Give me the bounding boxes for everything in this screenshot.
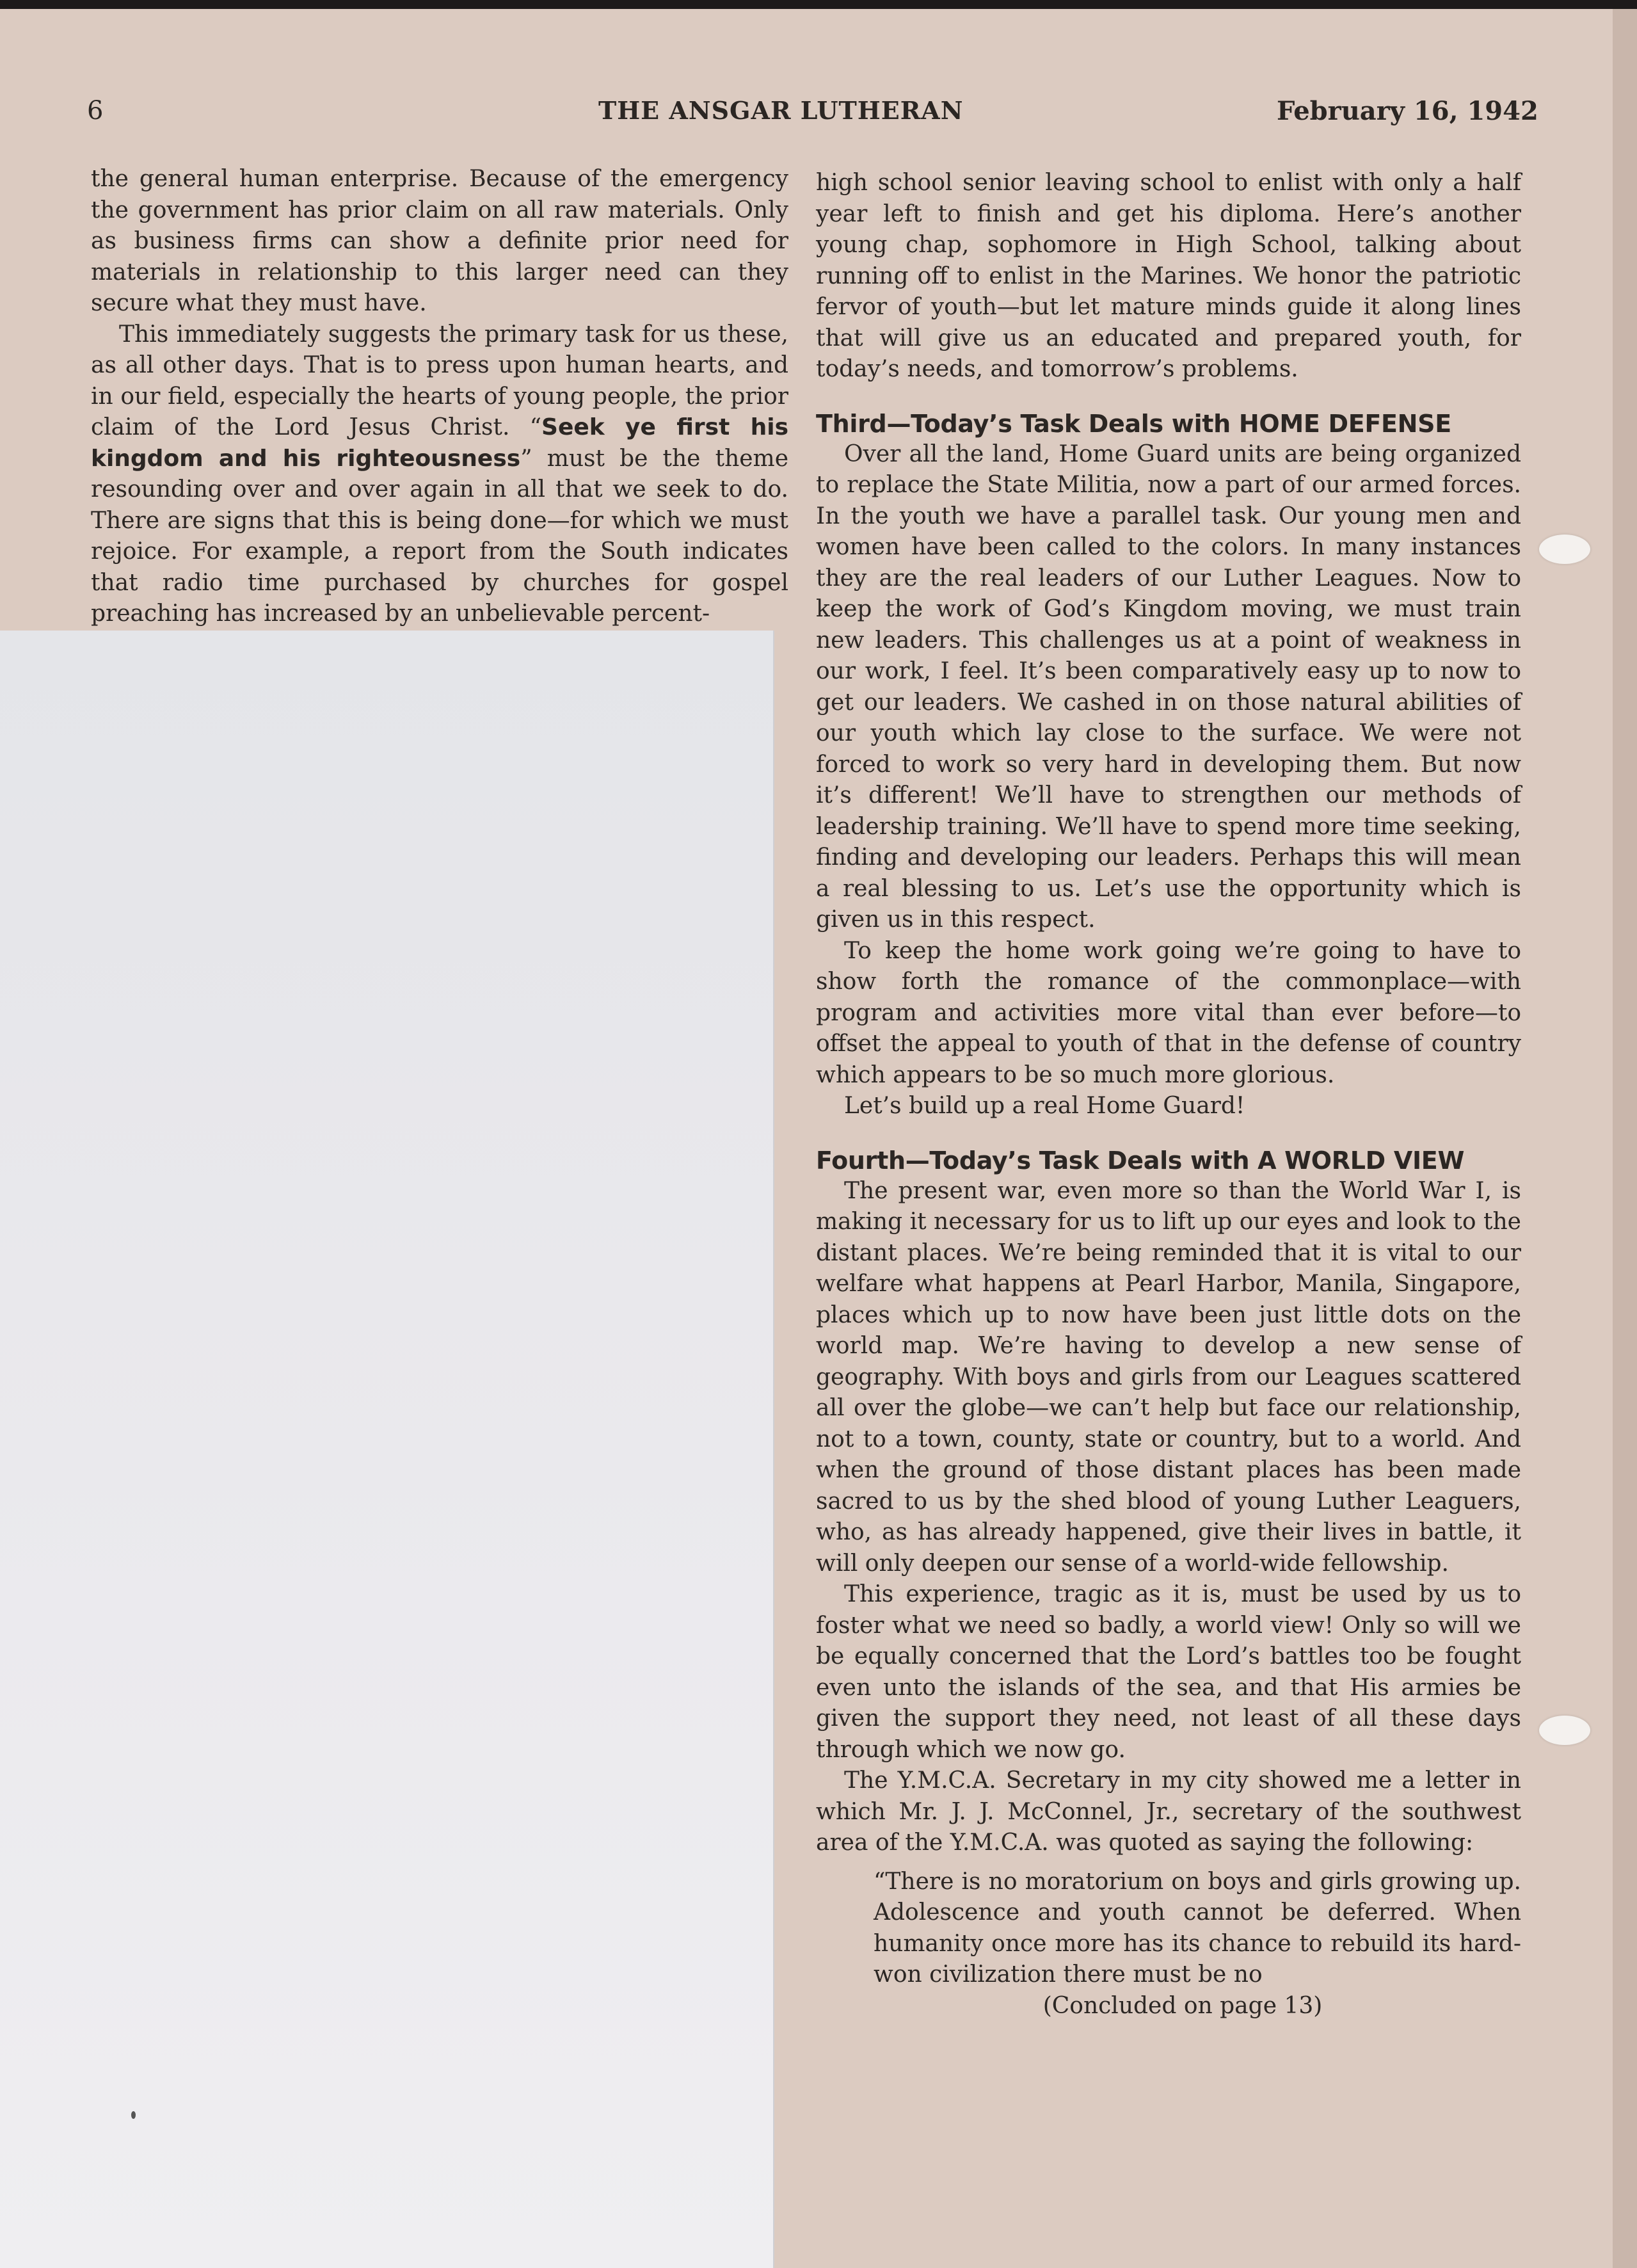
fourth-paragraph-2: This experience, tragic as it is, must be used by us to foster what we need so badly, a world view! Only so will we be equally concerned that the Lord’s battles too be fought even unto the islands of the sea, and that His armies be given the support they need, not least of all these days through which we now go. <box>816 1581 1521 1763</box>
binding-hole-top <box>1539 535 1590 564</box>
section-heading-fourth: Fourth—Today’s Task Deals with A WORLD VIEW <box>816 1146 1465 1175</box>
third-paragraph-2: To keep the home work going we’re going to have to show forth the romance of the commonplace—with program and activities more vital than ever before—to offset the appeal to youth of that in the defense of country which appears to be so much more glorious. <box>816 937 1521 1088</box>
publication-title: THE ANSGAR LUTHERAN <box>598 96 964 125</box>
paper-speck <box>131 2111 136 2119</box>
third-paragraph-3: Let’s build up a real Home Guard! <box>844 1093 1245 1119</box>
fourth-paragraph-3: The Y.M.C.A. Secretary in my city showed me a letter in which Mr. J. J. McConnel, Jr., secretary of the southwest area of the Y.M.C.A. was quoted as saying the following: <box>816 1767 1521 1856</box>
third-paragraph-1: Over all the land, Home Guard units are being organized to replace the State Militia, now a part of our armed forces. In the youth we have a parallel task. Our young men and women have been called to the colors. In many instances they are the real leaders of our Luther Leagues. Now to keep the work of God’s Kingdom moving, we must train new leaders. This challenges us at a point of weakness in our work, I feel. It’s been comparatively easy up to now to get our leaders. We cashed in on those natural abilities of our youth which lay close to the surface. We were not forced to work so very hard in developing them. But now it’s different! We’ll have to strengthen our methods of leadership training. We’ll have to spend more time seeking, finding and developing our leaders. Perhaps this will mean a real blessing to us. Let’s use the opportunity which is given us in this respect. <box>816 440 1521 933</box>
scan-top-edge <box>0 0 1637 9</box>
fourth-paragraph-1: The present war, even more so than the World War I, is making it necessary for us to lift up our eyes and look to the distant places. We’re being reminded that it is vital to our welfare what happens at Pearl Harbor, Manila, Singapore, places which up to now have been just little dots on the world map. We’re having to develop a new sense of geography. With boys and girls from our Leagues scattered all over the globe—we can’t help but face our relationship, not to a town, county, state or country, but to a world. And when the ground of those distant places has been made sacred to us by the shed blood of young Luther Leaguers, who, as has already happened, give their lives in battle, it will only deepen our sense of a world-wide fellowship. <box>816 1177 1521 1577</box>
left-paragraph-1: the general human enterprise. Because of the emergency the government has prior claim on all raw materials. Only as business firms can show a definite prior need for materials in relationship to this larger need can they secure what they must have. <box>91 166 788 316</box>
right-column <box>816 168 1521 2022</box>
continuation-note: (Concluded on page 13) <box>1042 1992 1323 2019</box>
left-paragraph-2: This immediately suggests the primary task for us these, as all other days. That is to press upon human hearts, and in our field, especially the hearts of young people, the prior claim of the Lord Jesus Christ. “Seek ye first his kingdom and his righteousness” must be the theme resounding over and over again in all that we seek to do. There are signs that this is being done—for which we must rejoice. For example, a report from the South indicates that radio time purchased by churches for gospel preaching has increased by an unbelievable percent- <box>91 321 788 627</box>
left-column <box>91 164 788 630</box>
blank-paper-overlay <box>0 631 774 2268</box>
page-header <box>0 96 1613 141</box>
quote-text: “There is no moratorium on boys and girls growing up. Adolescence and youth cannot be deferred. When humanity once more has its chance to rebuild its hard-won civilization there must be no <box>874 1868 1521 1988</box>
block-quote <box>874 1867 1521 1991</box>
issue-date: February 16, 1942 <box>1277 96 1538 126</box>
binding-hole-bottom <box>1539 1716 1590 1745</box>
page-number: 6 <box>87 96 104 125</box>
scan-right-edge <box>1613 9 1637 2268</box>
scripture-quote: Seek ye first his kingdom and his righteousness <box>91 414 788 472</box>
right-intro-paragraph: high school senior leaving school to enlist with only a half year left to finish and get his diploma. Here’s another young chap, sophomore in High School, talking about running off to enlist in the Marines. We honor the patriotic fervor of youth—but let mature minds guide it along lines that will give us an educated and prepared youth, for today’s needs, and tomorrow’s problems. <box>816 170 1521 382</box>
section-heading-third: Third—Today’s Task Deals with HOME DEFENSE <box>816 409 1451 438</box>
